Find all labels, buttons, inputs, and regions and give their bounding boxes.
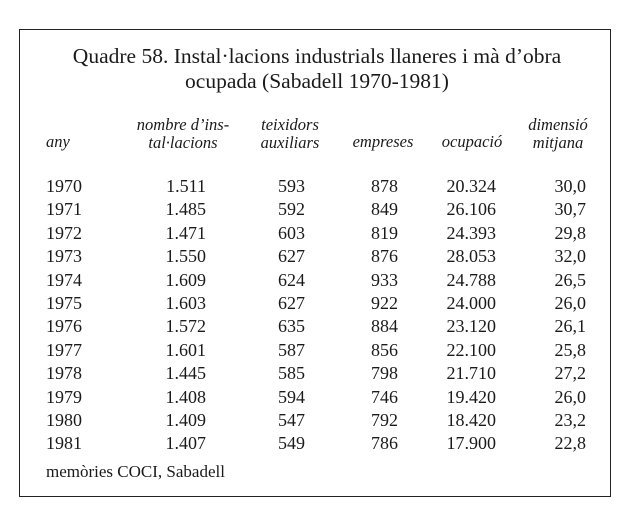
cell-dimensio: 26,1 [554, 316, 586, 336]
cell-instalacions: 1.550 [165, 246, 206, 266]
cell-empreses: 922 [371, 293, 398, 313]
cell-ocupacio: 26.106 [446, 199, 496, 219]
cell-empreses: 856 [371, 340, 398, 360]
cell-any: 1980 [46, 410, 82, 430]
cell-instalacions: 1.408 [165, 387, 206, 407]
cell-empreses: 876 [371, 246, 398, 266]
cell-any: 1972 [46, 223, 82, 243]
cell-ocupacio: 21.710 [446, 363, 496, 383]
table-title [20, 44, 614, 94]
cell-dimensio: 29,8 [554, 223, 586, 243]
title-line-1: Quadre 58. Instal·lacions industrials llaneres i mà d’obra [72, 44, 562, 68]
header-instalacions-line-1: nombre d’ins- [136, 115, 230, 134]
cell-ocupacio: 24.000 [446, 293, 496, 313]
header-ocupacio [432, 133, 512, 151]
cell-dimensio: 30,7 [554, 199, 586, 219]
cell-any: 1975 [46, 293, 82, 313]
cell-any: 1977 [46, 340, 82, 360]
cell-instalacions: 1.609 [165, 270, 206, 290]
cell-any: 1976 [46, 316, 82, 336]
cell-empreses: 786 [371, 433, 398, 453]
cell-ocupacio: 20.324 [446, 176, 496, 196]
cell-dimensio: 27,2 [554, 363, 586, 383]
cell-instalacions: 1.485 [165, 199, 206, 219]
cell-empreses: 746 [371, 387, 398, 407]
cell-dimensio: 26,0 [554, 387, 586, 407]
cell-any: 1973 [46, 246, 82, 266]
source-note: memòries COCI, Sabadell [46, 462, 225, 481]
cell-teixidors: 593 [278, 176, 305, 196]
cell-dimensio: 32,0 [554, 246, 586, 266]
cell-teixidors: 624 [278, 270, 305, 290]
cell-any: 1978 [46, 363, 82, 383]
cell-any: 1974 [46, 270, 82, 290]
cell-teixidors: 635 [278, 316, 305, 336]
table-frame [19, 29, 611, 497]
cell-dimensio: 26,5 [554, 270, 586, 290]
cell-teixidors: 627 [278, 293, 305, 313]
cell-ocupacio: 23.120 [446, 316, 496, 336]
cell-instalacions: 1.601 [165, 340, 206, 360]
cell-dimensio: 26,0 [554, 293, 586, 313]
cell-any: 1979 [46, 387, 82, 407]
header-dimensio-line-1: dimensió [528, 115, 588, 134]
cell-empreses: 884 [371, 316, 398, 336]
cell-ocupacio: 28.053 [446, 246, 496, 266]
cell-any: 1971 [46, 199, 82, 219]
cell-any: 1970 [46, 176, 82, 196]
cell-instalacions: 1.445 [165, 363, 206, 383]
cell-ocupacio: 17.900 [446, 433, 496, 453]
cell-empreses: 933 [371, 270, 398, 290]
header-dimensio-line-2: mitjana [532, 133, 584, 152]
cell-teixidors: 594 [278, 387, 305, 407]
header-dimensio [518, 116, 598, 152]
cell-teixidors: 547 [278, 410, 305, 430]
cell-instalacions: 1.603 [165, 293, 206, 313]
cell-dimensio: 23,2 [554, 410, 586, 430]
header-instalacions-line-2: tal·lacions [148, 133, 218, 152]
header-teixidors [245, 116, 335, 152]
cell-dimensio: 30,0 [554, 176, 586, 196]
cell-teixidors: 603 [278, 223, 305, 243]
header-empreses-label: empreses [352, 132, 414, 151]
cell-ocupacio: 24.393 [446, 223, 496, 243]
cell-teixidors: 592 [278, 199, 305, 219]
cell-instalacions: 1.471 [165, 223, 206, 243]
cell-ocupacio: 24.788 [446, 270, 496, 290]
header-ocupacio-label: ocupació [441, 132, 503, 151]
cell-teixidors: 587 [278, 340, 305, 360]
cell-ocupacio: 22.100 [446, 340, 496, 360]
cell-dimensio: 22,8 [554, 433, 586, 453]
cell-instalacions: 1.572 [165, 316, 206, 336]
cell-instalacions: 1.511 [166, 176, 206, 196]
cell-ocupacio: 18.420 [446, 410, 496, 430]
cell-teixidors: 585 [278, 363, 305, 383]
cell-empreses: 849 [371, 199, 398, 219]
cell-instalacions: 1.409 [165, 410, 206, 430]
cell-instalacions: 1.407 [165, 433, 206, 453]
header-instalacions [128, 116, 238, 152]
header-teixidors-line-1: teixidors [261, 115, 319, 134]
cell-empreses: 819 [371, 223, 398, 243]
cell-empreses: 798 [371, 363, 398, 383]
title-line-2: ocupada (Sabadell 1970-1981) [185, 69, 449, 93]
cell-any: 1981 [46, 433, 82, 453]
cell-teixidors: 549 [278, 433, 305, 453]
cell-empreses: 878 [371, 176, 398, 196]
cell-empreses: 792 [371, 410, 398, 430]
cell-teixidors: 627 [278, 246, 305, 266]
cell-ocupacio: 19.420 [446, 387, 496, 407]
cell-dimensio: 25,8 [554, 340, 586, 360]
header-empreses [343, 133, 423, 151]
header-any [46, 133, 70, 151]
header-any-label: any [46, 132, 70, 151]
header-teixidors-line-2: auxiliars [260, 133, 320, 152]
